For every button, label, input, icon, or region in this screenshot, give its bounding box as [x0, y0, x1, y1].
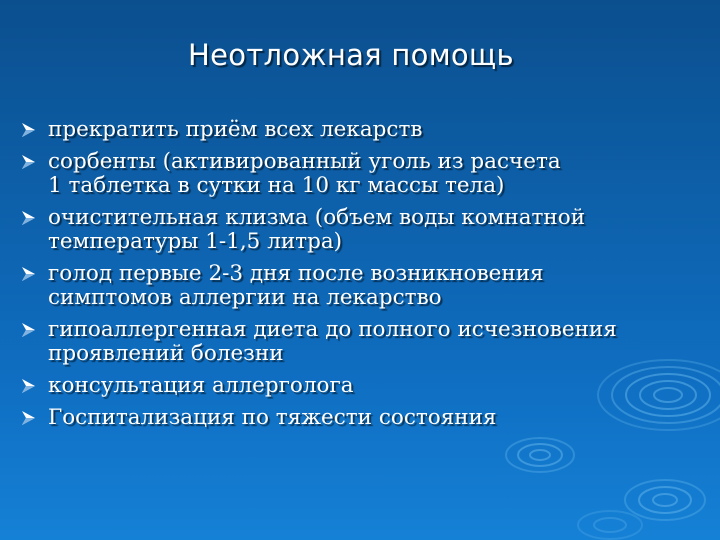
bullet-text: сорбенты (активированный уголь из расчета 1 таблетка в сутки на 10 кг массы тела) — [48, 149, 561, 198]
bullet-list — [20, 118, 700, 438]
bullet-text: прекратить приём всех лекарств — [48, 117, 423, 142]
bullet-item — [20, 318, 700, 366]
bullet-text: голод первые 2-3 дня после возникновения симптомов аллергии на лекарство — [48, 261, 544, 310]
bullet-item — [20, 206, 700, 254]
bullet-item — [20, 262, 700, 310]
arrowhead-bullet-icon — [20, 154, 36, 170]
bullet-text: консультация аллерголога — [48, 373, 354, 398]
arrowhead-bullet-icon — [20, 266, 36, 282]
bullet-item — [20, 374, 700, 398]
bullet-text: Госпитализация по тяжести состояния — [48, 405, 497, 430]
slide-title: Неотложная помощь — [188, 38, 514, 72]
arrowhead-bullet-icon — [20, 122, 36, 138]
arrowhead-bullet-icon — [20, 322, 36, 338]
arrowhead-bullet-icon — [20, 210, 36, 226]
bullet-text: очистительная клизма (объем воды комнатной температуры 1-1,5 литра) — [48, 205, 586, 254]
arrowhead-bullet-icon — [20, 378, 36, 394]
bullet-item — [20, 118, 700, 142]
bullet-text: гипоаллергенная диета до полного исчезновения проявлений болезни — [48, 317, 617, 366]
bullet-item — [20, 150, 700, 198]
bullet-item — [20, 406, 700, 430]
arrowhead-bullet-icon — [20, 410, 36, 426]
